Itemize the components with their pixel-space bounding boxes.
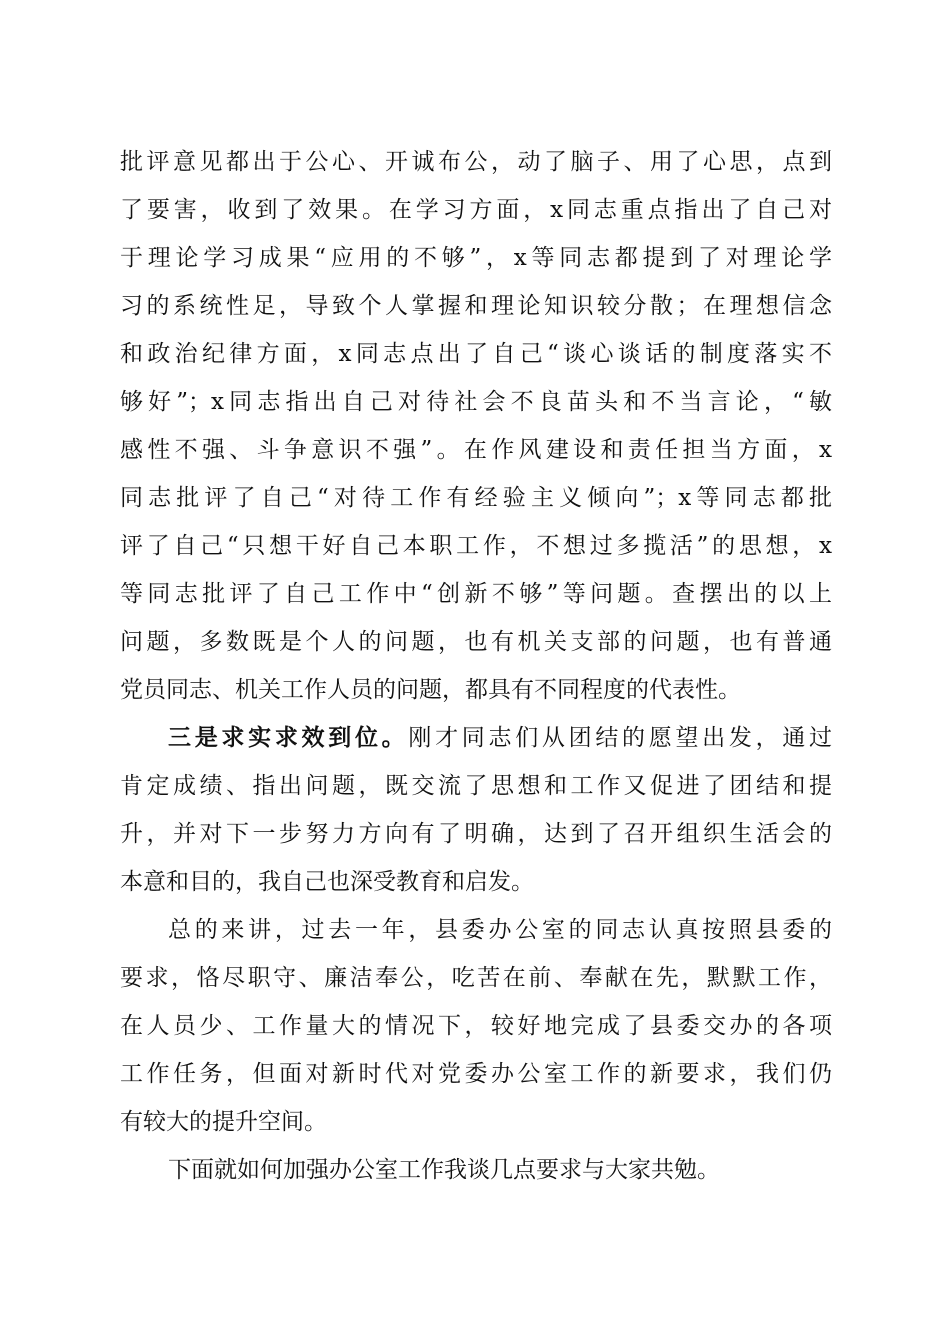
paragraph-line: 工作任务，但面对新时代对党委办公室工作的新要求，我们仍 (120, 1061, 832, 1087)
paragraph-line: 等同志批评了自己工作中“创新不够”等问题。查摆出的以上 (120, 581, 832, 607)
paragraph-line: 和政治纪律方面，x同志点出了自己“谈心谈话的制度落实不 (120, 341, 832, 367)
paragraph-line: 肯定成绩、指出问题，既交流了思想和工作又促进了团结和提 (120, 773, 832, 799)
paragraph-line: 感性不强、斗争意识不强”。在作风建设和责任担当方面，x (120, 437, 832, 463)
paragraph-line: 升，并对下一步努力方向有了明确，达到了召开组织生活会的 (120, 821, 832, 847)
paragraph-line: 于理论学习成果“应用的不够”，x等同志都提到了对理论学 (120, 245, 832, 271)
paragraph-line: 了要害，收到了效果。在学习方面，x同志重点指出了自己对 (120, 197, 832, 223)
paragraph-heading: 三是求实求效到位。 (168, 724, 409, 751)
paragraph-first-line (168, 715, 832, 761)
paragraph-line: 问题，多数既是个人的问题，也有机关支部的问题，也有普通 (120, 629, 832, 655)
paragraph-line: 够好”；x同志指出自己对待社会不良苗头和不当言论，“敏 (120, 389, 832, 415)
paragraph-line: 下面就如何加强办公室工作我谈几点要求与大家共勉。 (168, 1157, 720, 1183)
paragraph-line: 有较大的提升空间。 (120, 1109, 327, 1135)
paragraph-line: 习的系统性足，导致个人掌握和理论知识较分散；在理想信念 (120, 293, 832, 319)
paragraph-line: 本意和目的，我自己也深受教育和启发。 (120, 869, 534, 895)
paragraph-line: 批评意见都出于公心、开诚布公，动了脑子、用了心思，点到 (120, 149, 832, 175)
paragraph-line: 党员同志、机关工作人员的问题，都具有不同程度的代表性。 (120, 677, 741, 703)
paragraph-text: 刚才同志们从团结的愿望出发，通过 (408, 725, 832, 751)
paragraph-line: 在人员少、工作量大的情况下，较好地完成了县委交办的各项 (120, 1013, 832, 1039)
paragraph-line: 评了自己“只想干好自己本职工作，不想过多揽活”的思想，x (120, 533, 832, 559)
paragraph-line: 要求，恪尽职守、廉洁奉公，吃苦在前、奉献在先，默默工作， (120, 965, 832, 991)
paragraph-line: 总的来讲，过去一年，县委办公室的同志认真按照县委的 (168, 917, 832, 943)
paragraph-line: 同志批评了自己“对待工作有经验主义倾向”；x等同志都批 (120, 485, 832, 511)
